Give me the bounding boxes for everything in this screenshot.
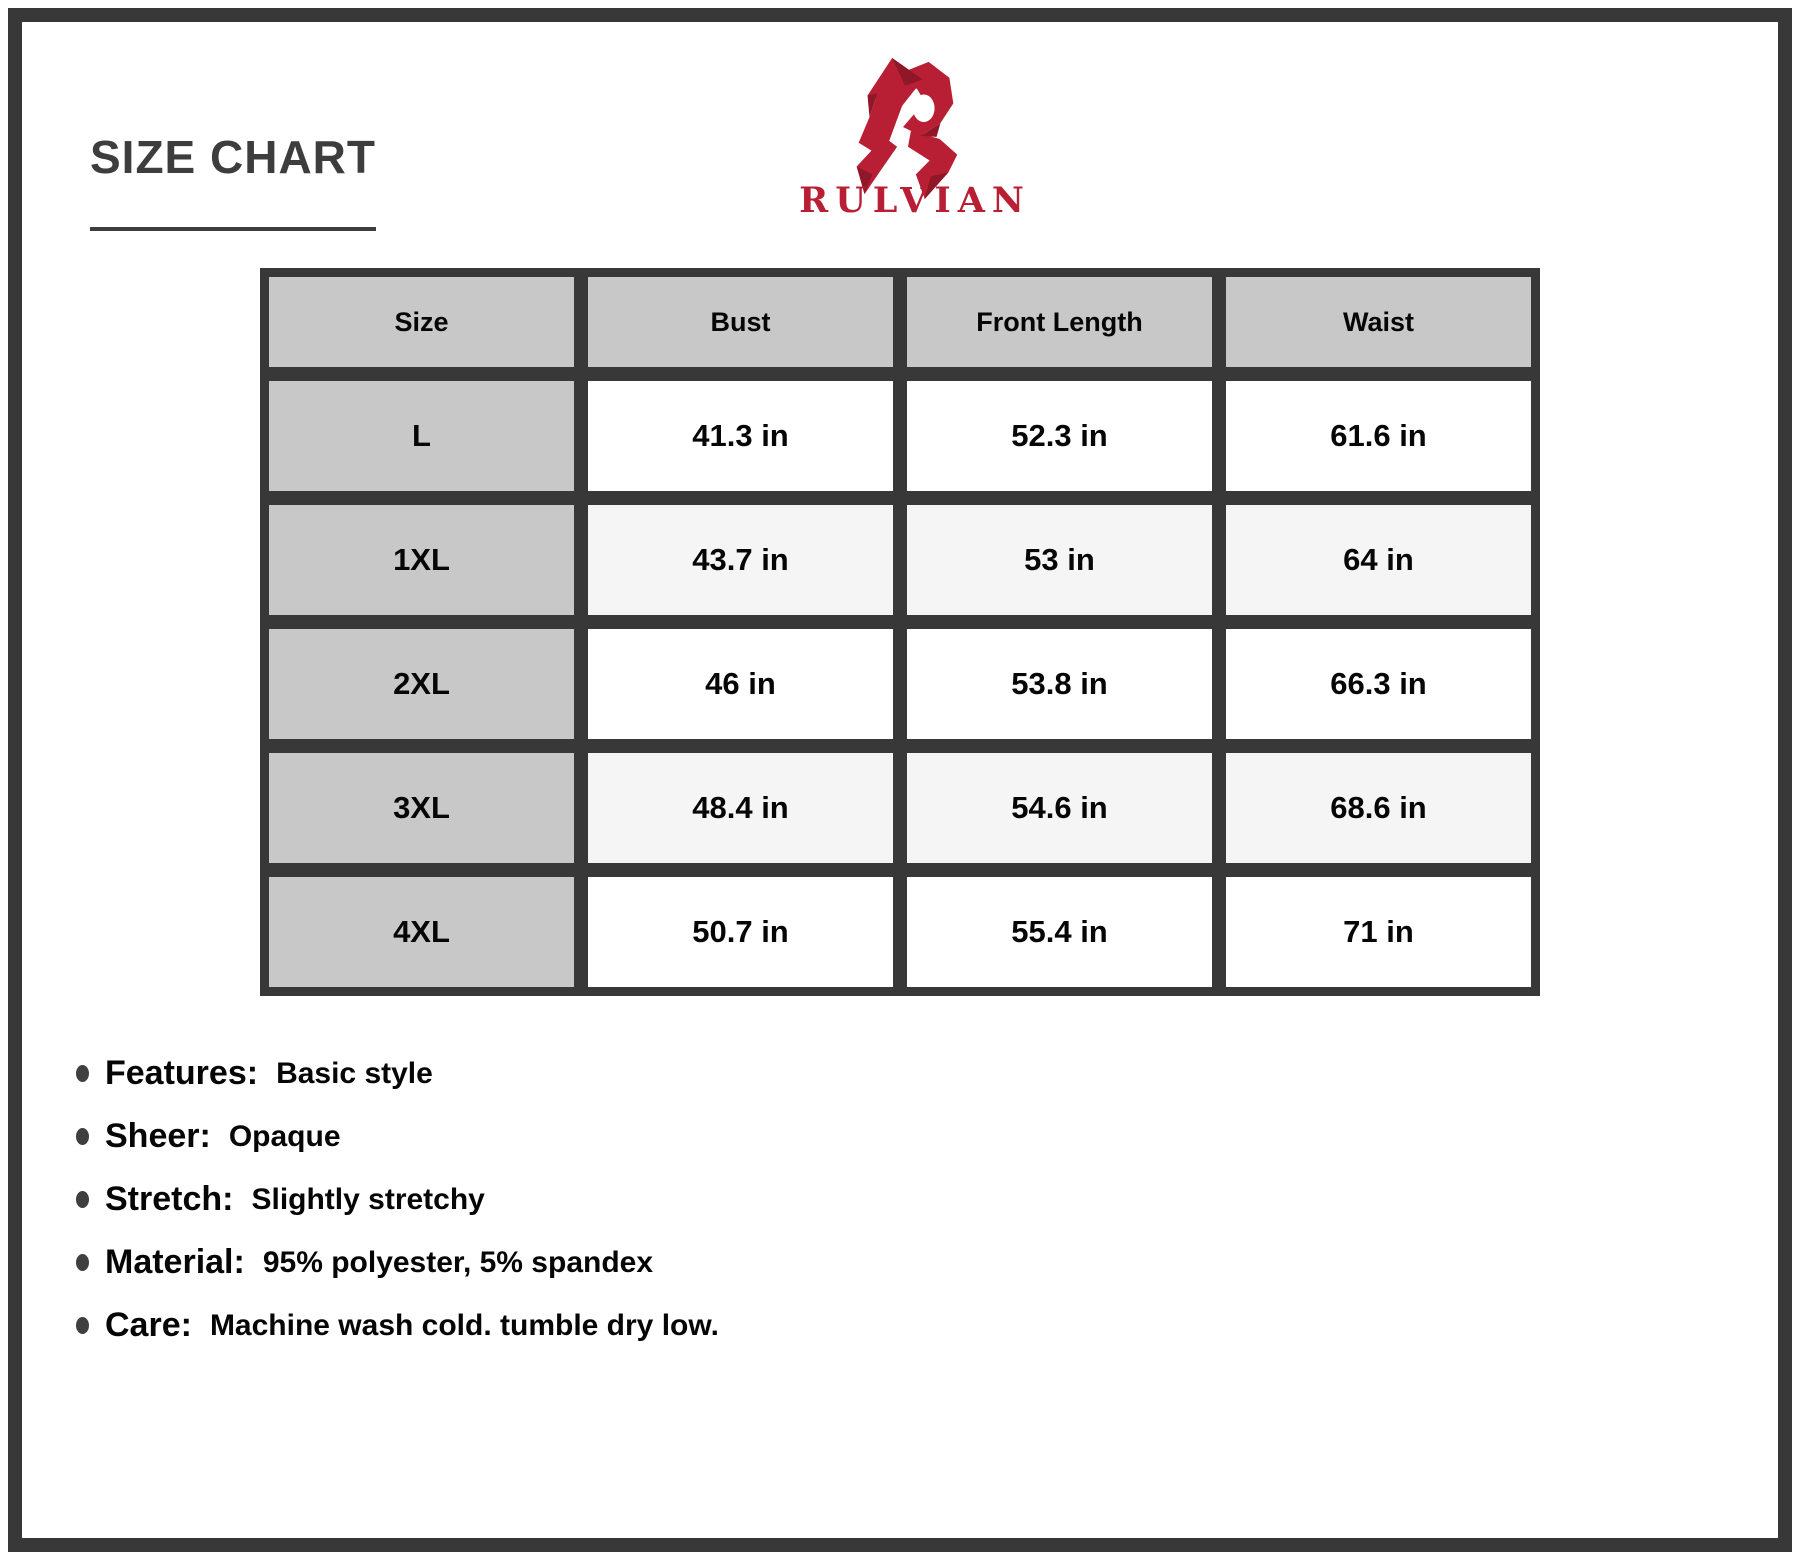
- brand-wordmark: RULVIAN: [799, 180, 1031, 221]
- cell-3xl-waist: 68.6 in: [1226, 753, 1531, 863]
- detail-label: Sheer:: [105, 1117, 211, 1155]
- cell-l-waist: 61.6 in: [1226, 381, 1531, 491]
- detail-label: Material:: [105, 1243, 245, 1281]
- cell-3xl-size: 3XL: [269, 753, 574, 863]
- title-underline: [90, 227, 376, 231]
- cell-1xl-bust: 43.7 in: [588, 505, 893, 615]
- cell-l-front-length: 52.3 in: [907, 381, 1212, 491]
- cell-4xl-waist: 71 in: [1226, 877, 1531, 987]
- detail-value: Opaque: [228, 1119, 341, 1153]
- bullet-icon: [76, 1254, 89, 1271]
- size-chart-table: [260, 268, 1540, 996]
- bullet-icon: [76, 1128, 89, 1145]
- cell-2xl-waist: 66.3 in: [1226, 629, 1531, 739]
- bullet-icon: [76, 1317, 89, 1334]
- detail-row-sheer: [76, 1105, 719, 1168]
- header-cell-front-length: Front Length: [907, 277, 1212, 367]
- detail-label: Stretch:: [105, 1180, 234, 1218]
- bullet-icon: [76, 1191, 89, 1208]
- cell-2xl-front-length: 53.8 in: [907, 629, 1212, 739]
- detail-label: Features:: [105, 1054, 259, 1092]
- cell-1xl-front-length: 53 in: [907, 505, 1212, 615]
- header-cell-size: Size: [269, 277, 574, 367]
- detail-value: Basic style: [276, 1056, 433, 1090]
- detail-row-material: [76, 1231, 719, 1294]
- cell-3xl-bust: 48.4 in: [588, 753, 893, 863]
- detail-row-care: [76, 1294, 719, 1357]
- cell-l-size: L: [269, 381, 574, 491]
- page-title: SIZE CHART: [90, 131, 376, 183]
- detail-value: 95% polyester, 5% spandex: [262, 1245, 654, 1279]
- cell-4xl-size: 4XL: [269, 877, 574, 987]
- bullet-icon: [76, 1065, 89, 1082]
- cell-l-bust: 41.3 in: [588, 381, 893, 491]
- cell-3xl-front-length: 54.6 in: [907, 753, 1212, 863]
- cell-4xl-bust: 50.7 in: [588, 877, 893, 987]
- detail-value: Machine wash cold. tumble dry low.: [209, 1308, 719, 1342]
- detail-value: Slightly stretchy: [251, 1182, 485, 1216]
- cell-2xl-bust: 46 in: [588, 629, 893, 739]
- cell-1xl-size: 1XL: [269, 505, 574, 615]
- header-cell-waist: Waist: [1226, 277, 1531, 367]
- brand-logo-r-icon: [845, 56, 965, 199]
- detail-row-features: [76, 1042, 719, 1105]
- detail-row-stretch: [76, 1168, 719, 1231]
- cell-2xl-size: 2XL: [269, 629, 574, 739]
- detail-label: Care:: [105, 1306, 192, 1344]
- cell-4xl-front-length: 55.4 in: [907, 877, 1212, 987]
- cell-1xl-waist: 64 in: [1226, 505, 1531, 615]
- header-cell-bust: Bust: [588, 277, 893, 367]
- details-list: [76, 1042, 719, 1357]
